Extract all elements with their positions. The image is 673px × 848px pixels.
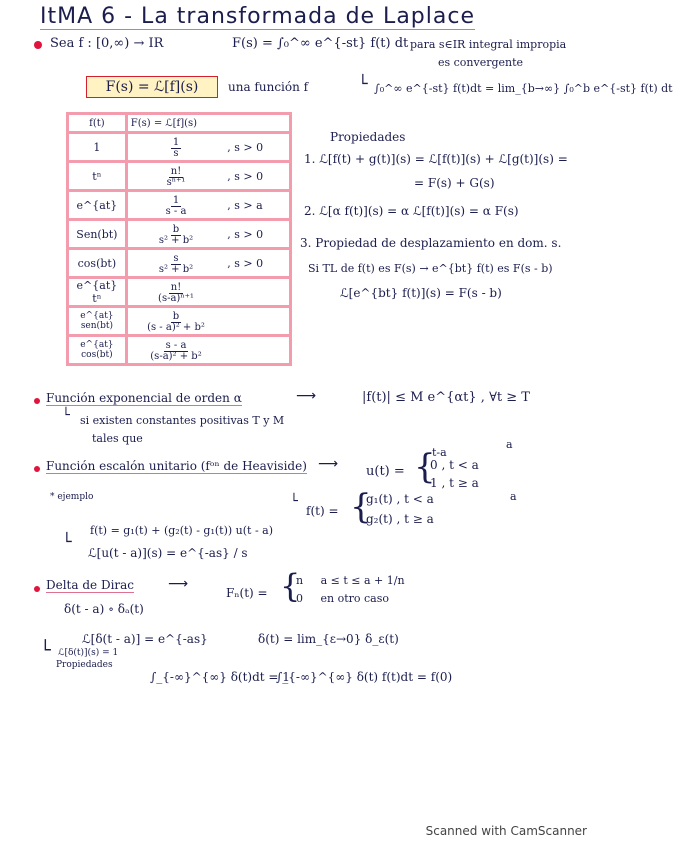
table-cell-f: 1 [68, 133, 127, 162]
frac-den: (s-a)² + b² [150, 351, 202, 362]
frac-den: s² + b² [158, 235, 194, 246]
propiedad-1-result: = F(s) + G(s) [414, 176, 495, 190]
definition-domain: Sea f : [0,∞) → IR [50, 36, 164, 51]
laplace-table [66, 112, 292, 366]
u-tag-a1: a [506, 438, 513, 451]
table-cell-cond: , s > 0 [224, 162, 290, 191]
table-cell-f: e^{at} [68, 191, 127, 220]
brace-icon: { [280, 567, 301, 605]
table-cell-cond: , s > 0 [224, 133, 290, 162]
fn-case-1: n a ≤ t ≤ a + 1/n [296, 574, 405, 587]
table-cell-cond [224, 307, 290, 336]
propiedades-heading: Propiedades [330, 130, 406, 144]
table-row [68, 278, 291, 307]
delta-shift: δ(t - a) ∘ δₐ(t) [64, 602, 144, 616]
table-header-row [68, 114, 291, 133]
limit-formula: ∫₀^∞ e^{-st} f(t)dt = lim_{b→∞} ∫₀^b e^{-st} f(t) dt [374, 82, 673, 95]
highlight-box: F(s) = ℒ[f](s) [86, 76, 218, 98]
table-cell-f: e^{at} tⁿ [68, 278, 127, 307]
delta-propiedades: Propiedades [56, 660, 113, 670]
corner-arrow-icon: └ [358, 74, 368, 93]
frac-num: n! [170, 166, 182, 177]
u-def: u(t) = [366, 464, 405, 479]
delta-integral-1: ∫_{-∞}^{∞} δ(t)dt = 1 [150, 670, 290, 684]
delta-prop-sub: ℒ[δ(t)](s) = 1 [58, 648, 119, 658]
corner-arrow-icon: └ [290, 494, 298, 509]
frac-den: (s - a)² + b² [147, 322, 205, 333]
propiedad-1: 1. ℒ[f(t) + g(t)](s) = ℒ[f(t)](s) + ℒ[g(t)](s) = [304, 152, 568, 166]
frac-den: sⁿ⁺¹ [166, 177, 186, 188]
exponencial-label: Función exponencial de orden α [46, 391, 242, 405]
corner-arrow-icon: └ [62, 408, 70, 423]
f-expression: f(t) = g₁(t) + (g₂(t) - g₁(t)) u(t - a) [90, 524, 274, 537]
frac-num: b [172, 224, 180, 235]
frac-den: (s-a)ⁿ⁺¹ [158, 293, 194, 304]
u-case-2: 1 , t ≥ a [430, 476, 479, 490]
bullet-icon [34, 466, 40, 472]
propiedad-3-line1: Si TL de f(t) es F(s) → e^{bt} f(t) es F(s - b) [308, 262, 553, 275]
fn-def: Fₙ(t) = [226, 586, 268, 600]
table-header-ft: f(t) [68, 114, 127, 133]
frac-den: s [173, 148, 179, 159]
table-cell-f: tⁿ [68, 162, 127, 191]
laplace-definition-formula: F(s) = ∫₀^∞ e^{-st} f(t) dt [232, 36, 409, 51]
table-cell-cond: , s > a [224, 191, 290, 220]
escalon-transform: ℒ[u(t - a)](s) = e^{-as} / s [88, 546, 248, 560]
frac-den: s² + b² [158, 264, 194, 275]
bullet-icon [34, 398, 40, 404]
table-cell-cond [224, 278, 290, 307]
right-arrow-icon: ⟶ [168, 576, 189, 592]
corner-arrow-icon: └ [62, 532, 72, 551]
table-cell-cond: , s > 0 [224, 249, 290, 278]
frac-num: s [173, 253, 179, 264]
table-row [68, 249, 291, 278]
exponencial-formula: |f(t)| ≤ M e^{αt} , ∀t ≥ T [362, 390, 530, 405]
table-row [68, 191, 291, 220]
brace-icon: { [350, 487, 372, 527]
table-cell-cond [224, 336, 290, 365]
escalon-label: Función escalón unitario (fᵒⁿ de Heaviside) [46, 459, 307, 473]
f-case-1: g₁(t) , t < a [366, 492, 434, 506]
brace-icon: { [414, 447, 436, 487]
propiedad-2: 2. ℒ[α f(t)](s) = α ℒ[f(t)](s) = α F(s) [304, 204, 519, 218]
frac-num: 1 [172, 137, 180, 148]
delta-transform: ℒ[δ(t - a)] = e^{-as} [82, 632, 208, 646]
table-cell-f: Sen(bt) [68, 220, 127, 249]
delta-integral-2: ∫_{-∞}^{∞} δ(t) f(t)dt = f(0) [276, 670, 453, 684]
table-cell-cond: , s > 0 [224, 220, 290, 249]
delta-label: Delta de Dirac [46, 578, 135, 592]
table-cell-f: cos(bt) [68, 249, 127, 278]
right-arrow-icon: ⟶ [318, 456, 339, 472]
fn-case-2: 0 en otro caso [296, 592, 389, 605]
table-row [68, 336, 291, 365]
corner-arrow-icon: └ [40, 640, 51, 661]
f-case-2: g₂(t) , t ≥ a [366, 512, 434, 526]
table-cell-f: e^{at} sen(bt) [68, 307, 127, 336]
frac-num: 1 [172, 195, 180, 206]
u-tag-ta: t-a [432, 446, 447, 459]
f-def: f(t) = [306, 504, 339, 518]
table-cell-f: e^{at} cos(bt) [68, 336, 127, 365]
frac-num: b [172, 311, 180, 322]
bullet-icon [34, 586, 40, 592]
u-case-1: 0 , t < a [430, 458, 479, 472]
table-row [68, 220, 291, 249]
propiedad-3-title: 3. Propiedad de desplazamiento en dom. s. [300, 236, 562, 250]
table-header-fs: F(s) = ℒ[f](s) [126, 114, 290, 133]
right-arrow-icon: ⟶ [296, 388, 317, 404]
table-row [68, 162, 291, 191]
exponencial-note: si existen constantes positivas T y M [80, 414, 285, 427]
frac-num: s - a [165, 340, 187, 351]
definition-note: para s∈IR integral impropia [410, 38, 567, 51]
frac-den: s - a [165, 206, 187, 217]
delta-limit: δ(t) = lim_{ε→0} δ_ε(t) [258, 632, 399, 646]
una-funcion-label: una función f [228, 80, 309, 94]
table-row [68, 133, 291, 162]
bullet-icon [34, 41, 42, 49]
page-title: ItMA 6 - La transformada de Laplace [40, 4, 475, 29]
definition-note-2: es convergente [438, 56, 524, 69]
camscanner-watermark: Scanned with CamScanner [425, 824, 587, 838]
frac-num: n! [170, 282, 182, 293]
table-row [68, 307, 291, 336]
ejemplo-label: * ejemplo [50, 492, 94, 502]
exponencial-note-2: tales que [92, 432, 143, 445]
u-tag-a2: a [510, 490, 517, 503]
propiedad-3-line2: ℒ[e^{bt} f(t)](s) = F(s - b) [340, 286, 502, 300]
